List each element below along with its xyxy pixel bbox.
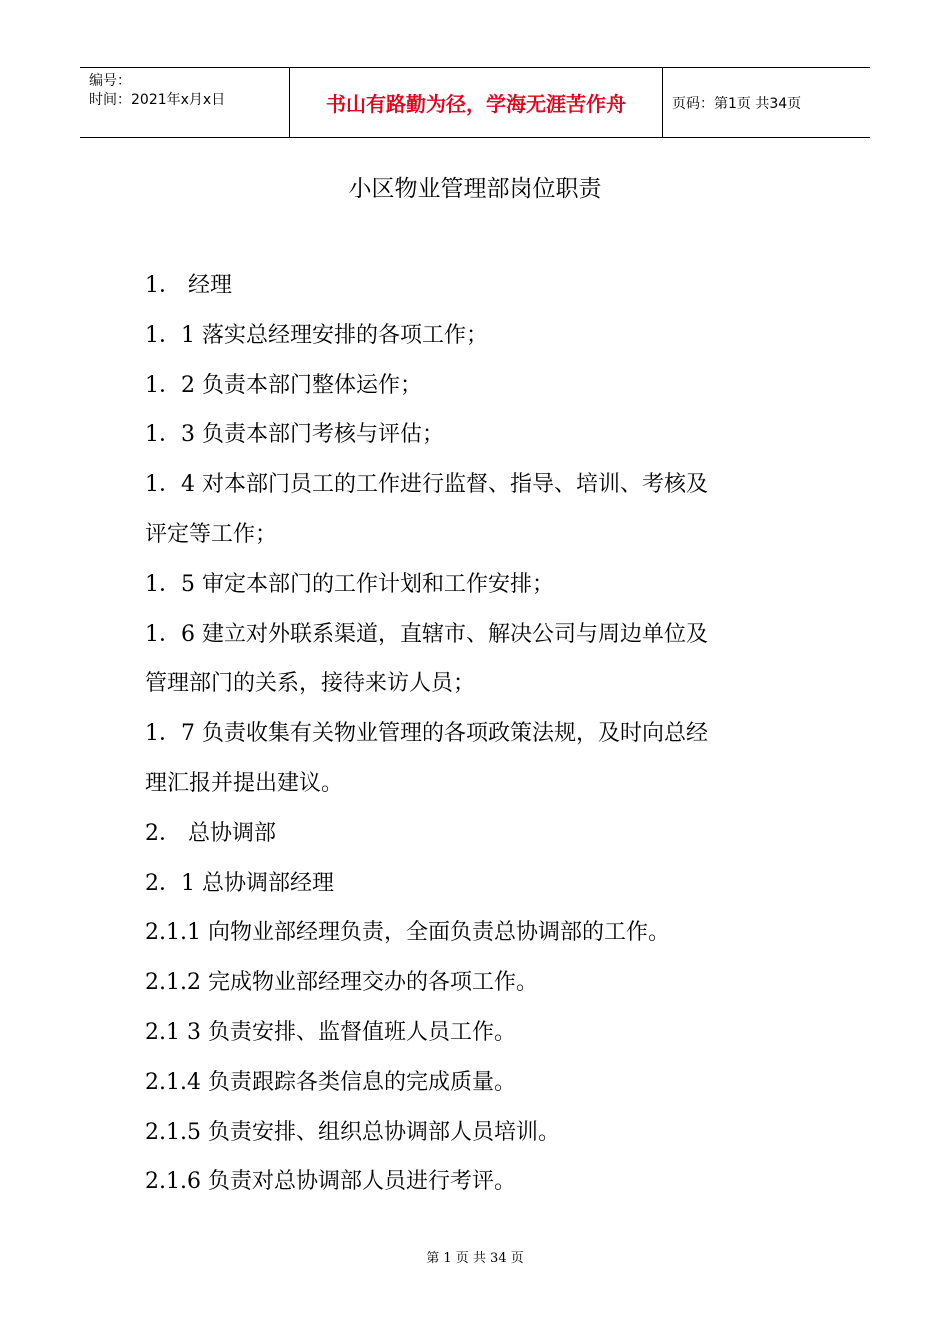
text-line: 2.1.4 负责跟踪各类信息的完成质量。 xyxy=(145,1069,516,1095)
text-line: 1．4 对本部门员工的工作进行监督、指导、培训、考核及 xyxy=(145,472,708,498)
text-line: 2.1.2 完成物业部经理交办的各项工作。 xyxy=(145,970,538,996)
text-line: 管理部门的关系，接待来访人员； xyxy=(145,671,476,697)
text-line: 1． 经理 xyxy=(145,273,232,298)
text-line: 1．3 负责本部门考核与评估； xyxy=(145,422,444,448)
page-footer: 第 1 页 共 34 页 xyxy=(426,1251,524,1266)
header-motto: 书山有路勤为径，学海无涯苦作舟 xyxy=(290,68,663,137)
header-meta xyxy=(80,68,290,137)
text-line: 1．1 落实总经理安排的各项工作； xyxy=(145,322,488,348)
text-line: 2.1.1 向物业部经理负责，全面负责总协调部的工作。 xyxy=(145,920,670,946)
text-line: 2.1.6 负责对总协调部人员进行考评。 xyxy=(145,1169,516,1195)
text-line: 理汇报并提出建议。 xyxy=(145,770,344,796)
text-line: 1．5 审定本部门的工作计划和工作安排； xyxy=(145,571,554,597)
text-line: 1．7 负责收集有关物业管理的各项政策法规，及时向总经 xyxy=(145,721,708,747)
text-line: 1．6 建立对外联系渠道，直辖市、解决公司与周边单位及 xyxy=(145,621,708,647)
text-line: 2． 总协调部 xyxy=(145,820,276,846)
date-label: 时间：2021年x月x日 xyxy=(89,92,226,108)
text-line: 评定等工作； xyxy=(145,521,278,547)
text-line: 2.1 3 负责安排、监督值班人员工作。 xyxy=(145,1019,516,1045)
text-line: 1．2 负责本部门整体运作； xyxy=(145,372,422,398)
document-title: 小区物业管理部岗位职责 xyxy=(348,176,602,202)
text-line: 2．1 总协调部经理 xyxy=(145,870,334,896)
page-header xyxy=(80,67,870,138)
document-body xyxy=(145,261,815,1207)
header-page-label: 页码：第1页 共34页 xyxy=(672,95,802,112)
number-label: 编号： xyxy=(89,73,131,89)
text-line: 2.1.5 负责安排、组织总协调部人员培训。 xyxy=(145,1119,560,1145)
